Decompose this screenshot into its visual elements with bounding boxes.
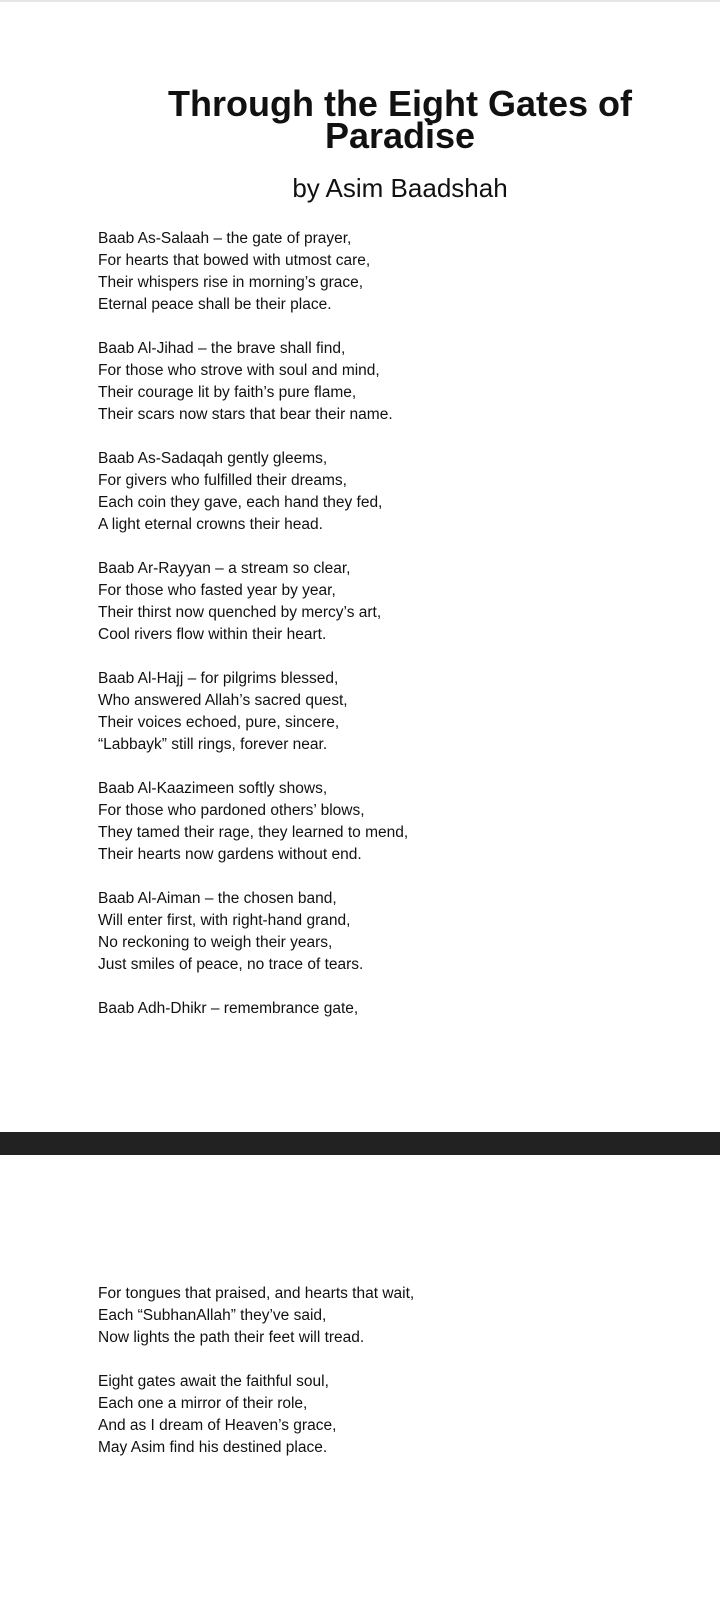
poem-line: No reckoning to weigh their years, <box>98 934 333 951</box>
poem-body-page-1 <box>98 228 658 1042</box>
stanza <box>98 228 658 316</box>
poem-line: Baab Al-Hajj – for pilgrims blessed, <box>98 670 339 687</box>
poem-line: For givers who fulfilled their dreams, <box>98 472 347 489</box>
poem-line: And as I dream of Heaven’s grace, <box>98 1417 337 1434</box>
stanza <box>98 888 658 976</box>
document-page-2 <box>0 1155 720 1600</box>
poem-line: Each one a mirror of their role, <box>98 1395 308 1412</box>
poem-author: by Asim Baadshah <box>292 173 508 203</box>
poem-line: Just smiles of peace, no trace of tears. <box>98 956 364 973</box>
poem-line: Who answered Allah’s sacred quest, <box>98 692 348 709</box>
stanza <box>98 558 658 646</box>
stanza <box>98 1283 658 1349</box>
poem-line: Will enter first, with right-hand grand, <box>98 912 351 929</box>
poem-line: For those who strove with soul and mind, <box>98 362 380 379</box>
poem-line: Baab Al-Kaazimeen softly shows, <box>98 780 328 797</box>
poem-title: Through the Eight Gates of Paradise <box>168 83 632 156</box>
poem-line: For those who pardoned others’ blows, <box>98 802 365 819</box>
poem-line: Their thirst now quenched by mercy’s art, <box>98 604 382 621</box>
stanza <box>98 668 658 756</box>
stanza <box>98 1371 658 1459</box>
page-separator <box>0 1132 720 1155</box>
stanza <box>98 778 658 866</box>
poem-line: Baab Ar-Rayyan – a stream so clear, <box>98 560 351 577</box>
poem-line: A light eternal crowns their head. <box>98 516 323 533</box>
poem-line: Baab Al-Aiman – the chosen band, <box>98 890 337 907</box>
stanza <box>98 998 658 1020</box>
poem-line: Their scars now stars that bear their name. <box>98 406 393 423</box>
poem-line: Baab Al-Jihad – the brave shall find, <box>98 340 346 357</box>
poem-body-page-2 <box>98 1283 658 1481</box>
poem-line: For tongues that praised, and hearts that wait, <box>98 1285 415 1302</box>
poem-line: Their courage lit by faith’s pure flame, <box>98 384 357 401</box>
poem-line: Baab Adh-Dhikr – remembrance gate, <box>98 1000 359 1017</box>
poem-line: Each coin they gave, each hand they fed, <box>98 494 383 511</box>
poem-line: They tamed their rage, they learned to mend, <box>98 824 409 841</box>
poem-line: May Asim find his destined place. <box>98 1439 328 1456</box>
poem-line: Eternal peace shall be their place. <box>98 296 332 313</box>
poem-line: Baab As-Salaah – the gate of prayer, <box>98 230 352 247</box>
poem-line: For hearts that bowed with utmost care, <box>98 252 371 269</box>
poem-line: Baab As-Sadaqah gently gleems, <box>98 450 328 467</box>
poem-line: Their hearts now gardens without end. <box>98 846 362 863</box>
poem-line: Their whispers rise in morning’s grace, <box>98 274 364 291</box>
poem-line: “Labbayk” still rings, forever near. <box>98 736 328 753</box>
stanza <box>98 448 658 536</box>
poem-line: Eight gates await the faithful soul, <box>98 1373 329 1390</box>
poem-line: Each “SubhanAllah” they’ve said, <box>98 1307 327 1324</box>
poem-line: For those who fasted year by year, <box>98 582 336 599</box>
poem-line: Cool rivers flow within their heart. <box>98 626 327 643</box>
document-page-1 <box>0 2 720 1132</box>
poem-line: Their voices echoed, pure, sincere, <box>98 714 340 731</box>
poem-line: Now lights the path their feet will tread. <box>98 1329 365 1346</box>
stanza <box>98 338 658 426</box>
